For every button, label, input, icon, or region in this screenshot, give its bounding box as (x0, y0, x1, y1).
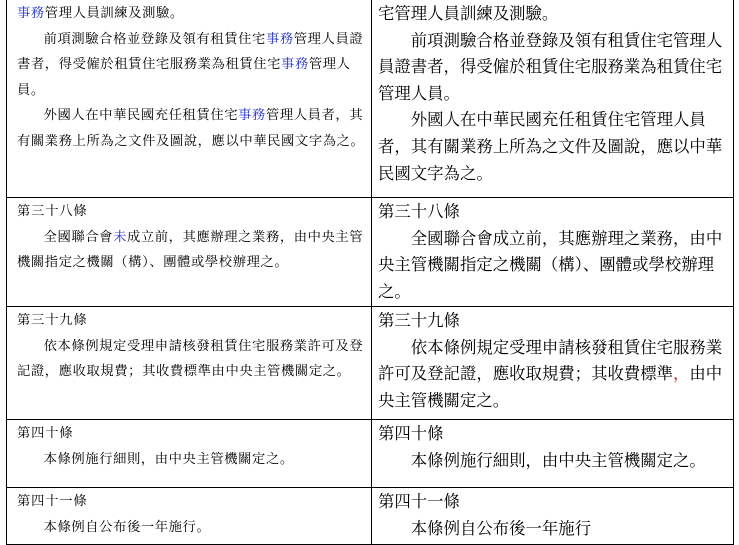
article-heading: 第四十條 (378, 424, 444, 443)
changed-text: 未 (113, 229, 127, 245)
paragraph: 宅管理人員訓練及測驗。 (378, 4, 559, 23)
table-row (6, 307, 734, 420)
paragraph (17, 225, 365, 276)
old-text-cell (6, 488, 371, 544)
article-heading: 第四十一條 (17, 494, 88, 509)
paragraph: 本條例施行細則，由中央主管機關定之。 (410, 450, 706, 470)
changed-text: 事務 (238, 108, 266, 123)
paragraph: 前項測驗合格並登錄及領有租賃住宅管理人員證書者，得受僱於租賃住宅服務業為租賃住宅管理人員。 (378, 30, 723, 103)
paragraph (17, 103, 365, 154)
changed-text: ， (673, 364, 690, 384)
paragraph (17, 1, 365, 27)
paragraph: 外國人在中華民國充任租賃住宅管理人員者，其有關業務上所為之文件及圖說，應以中華民國文字為之。 (378, 110, 723, 183)
new-text-cell (371, 488, 734, 544)
text: 全國聯合會 (43, 229, 114, 245)
paragraph: 本條例施行細則，由中央主管機關定之。 (43, 451, 294, 467)
old-text-cell (6, 420, 371, 487)
new-text-cell (371, 307, 734, 419)
article-heading: 第四十一條 (378, 492, 460, 511)
article-heading: 第三十九條 (378, 311, 460, 330)
paragraph: 本條例自公布後一年施行 (410, 518, 592, 538)
new-text-cell (371, 420, 734, 487)
changed-text: 事務 (281, 57, 309, 72)
comparison-table (6, 0, 734, 545)
old-text-cell (6, 0, 371, 197)
article-heading: 第三十九條 (17, 313, 88, 328)
paragraph: 依本條例規定受理申請核發租賃住宅服務業許可及登記證，應收取規費；其收費標準由中央主管機關定之。 (17, 338, 364, 379)
changed-text: 事務 (265, 31, 294, 47)
text: 由中央主管機關定之。 (378, 364, 723, 410)
new-text-cell (371, 198, 734, 306)
article-heading: 第四十條 (17, 426, 74, 441)
table-row (6, 0, 734, 198)
text: 依本條例規定受理申請核發租賃住宅服務業許可及登記證，應收取規費；其收費標準 (378, 337, 723, 384)
changed-text: 事務 (17, 6, 45, 21)
text: 成立前，其應辦理之業務，由中央主管機關指定之機關（構）、團體或學校辦理之。 (17, 229, 364, 270)
paragraph: 本條例自公布後一年施行。 (43, 519, 211, 535)
new-text-cell (371, 0, 734, 197)
text: 管理人員。 (17, 57, 351, 98)
table-row (6, 198, 734, 307)
paragraph (17, 27, 365, 104)
old-text-cell (6, 198, 371, 306)
paragraph (378, 335, 727, 415)
article-heading: 第三十八條 (378, 202, 460, 221)
paragraph: 全國聯合會成立前，其應辦理之業務，由中央主管機關指定之機關（構）、團體或學校辦理之。 (378, 228, 723, 301)
table-row (6, 420, 734, 488)
article-heading: 第三十八條 (17, 204, 88, 219)
text: 管理人員訓練及測驗。 (44, 6, 184, 21)
text: 前項測驗合格並登錄及領有租賃住宅 (43, 31, 266, 47)
text: 管理人員證書者，得受僱於租賃住宅服務業為租賃住宅 (17, 31, 364, 72)
text: 管理人員者，其有關業務上所為之文件及圖說，應以中華民國文字為之。 (17, 108, 365, 149)
old-text-cell (6, 307, 371, 419)
table-row (6, 488, 734, 545)
text: 外國人在中華民國充任租賃住宅 (43, 108, 239, 123)
